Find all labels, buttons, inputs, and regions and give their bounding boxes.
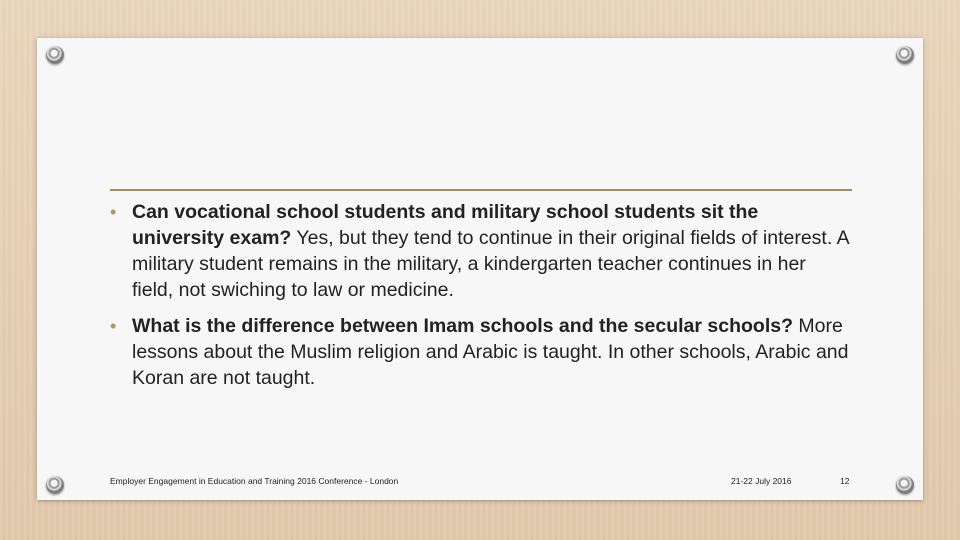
footer-title: Employer Engagement in Education and Training 2016 Conference - London [110, 476, 399, 486]
list-item [110, 313, 852, 391]
pin-icon [896, 476, 914, 494]
list-item [110, 199, 852, 303]
question-text: Can vocational school students and military school students sit the university exam? [132, 201, 759, 249]
bullet-icon: • [110, 316, 117, 336]
answer-text: Yes, but they tend to continue in their original fields of interest. A military student remains in the military, a kindergarten teacher continues in her field, not swiching to law or medicine. [132, 227, 849, 301]
answer-text: More lessons about the Muslim religion and Arabic is taught. In other schools, Arabic and Koran are not taught. [132, 315, 849, 389]
slide-body [110, 199, 852, 401]
question-text: What is the difference between Imam schools and the secular schools? [132, 315, 794, 337]
bullet-icon: • [110, 202, 117, 222]
page-number: 12 [840, 476, 850, 486]
footer-date: 21-22 July 2016 [731, 476, 792, 486]
pin-icon [46, 46, 64, 64]
pin-icon [896, 46, 914, 64]
title-divider [110, 189, 852, 191]
pin-icon [46, 476, 64, 494]
